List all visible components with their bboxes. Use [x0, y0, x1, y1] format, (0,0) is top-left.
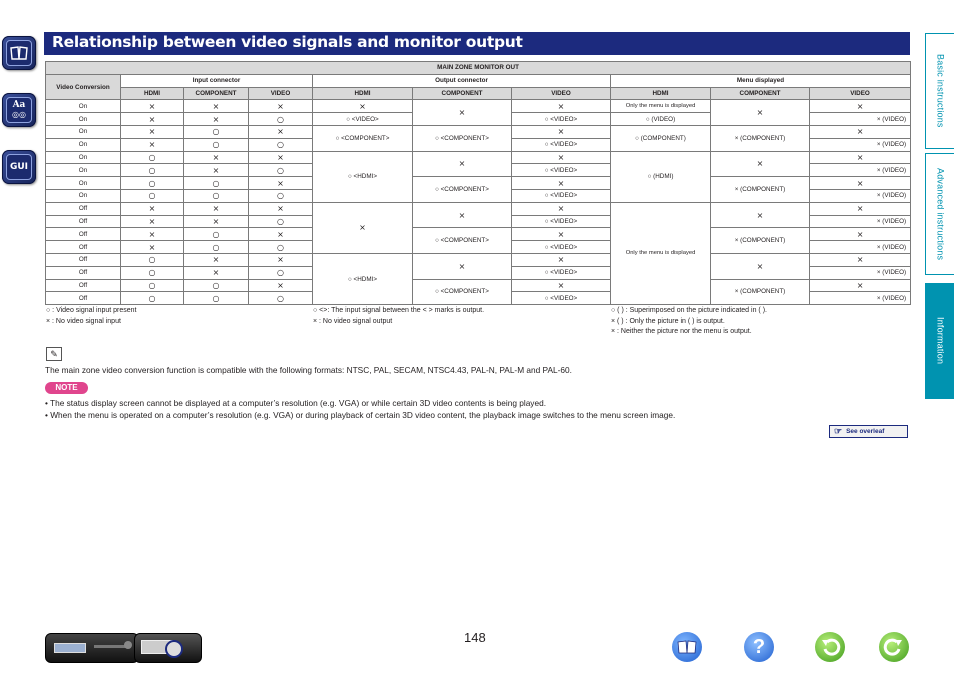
cell: ×	[313, 100, 413, 113]
legend-line: ○ ( ) : Superimposed on the picture indicated in ( ).	[611, 307, 767, 314]
col-header: COMPONENT	[711, 87, 810, 100]
cell: ○	[249, 189, 313, 202]
cell: ○	[121, 151, 184, 164]
table-row	[46, 125, 911, 138]
cell: ×	[313, 202, 413, 253]
table-row	[46, 100, 911, 113]
legend-output	[313, 306, 484, 327]
cell: Off	[46, 279, 121, 292]
cell: ×	[810, 100, 911, 113]
cell: ○	[121, 292, 184, 305]
cell: × (VIDEO)	[810, 292, 911, 305]
cell: ×	[184, 100, 249, 113]
cell: On	[46, 177, 121, 190]
cell: ×	[249, 177, 313, 190]
cell: ×	[512, 151, 611, 164]
main-zone-header: MAIN ZONE MONITOR OUT	[46, 62, 911, 75]
menu-displayed-header: Menu displayed	[611, 74, 911, 87]
cell: × (VIDEO)	[810, 164, 911, 177]
cell: On	[46, 138, 121, 151]
cell: ○	[121, 279, 184, 292]
cell: ×	[512, 253, 611, 266]
cell: ○ <COMPONENT>	[413, 228, 512, 254]
cell: ×	[121, 202, 184, 215]
cell: ×	[184, 202, 249, 215]
cell: ×	[413, 151, 512, 177]
cell: ○	[249, 138, 313, 151]
cell: ○	[184, 279, 249, 292]
cell: ○	[249, 266, 313, 279]
cell: ○ <HDMI>	[313, 151, 413, 202]
cell: ×	[184, 113, 249, 126]
cell: ×	[249, 202, 313, 215]
legend-line: × : No video signal input	[46, 317, 121, 325]
cell: Only the menu is displayed	[611, 100, 711, 113]
legend-line: × : Neither the picture nor the menu is output.	[611, 328, 752, 335]
cell: ○	[184, 241, 249, 254]
cell: ○ <VIDEO>	[512, 241, 611, 254]
note-item: • When the menu is operated on a computer’s resolution (e.g. VGA) or during playback of certain 3D video content, the playback image switches to the menu screen image.	[45, 410, 676, 420]
pointing-hand-icon: ☞	[834, 426, 843, 436]
cell: × (VIDEO)	[810, 138, 911, 151]
cell: ○	[121, 177, 184, 190]
col-header: VIDEO	[249, 87, 313, 100]
index-aa-icon[interactable]: Aa ◎◎	[2, 93, 36, 127]
cell: ×	[121, 125, 184, 138]
cell: ×	[121, 228, 184, 241]
col-header: HDMI	[611, 87, 711, 100]
cell: ○ <VIDEO>	[512, 215, 611, 228]
cell: ×	[184, 151, 249, 164]
cell: ○ <VIDEO>	[512, 164, 611, 177]
table-row	[46, 151, 911, 164]
cell: ×	[184, 164, 249, 177]
cell: ×	[184, 266, 249, 279]
cell: ×	[810, 279, 911, 292]
cell: ×	[121, 215, 184, 228]
cell: Only the menu is displayed	[611, 202, 711, 304]
cell: ○	[184, 189, 249, 202]
front-panel-icon[interactable]	[45, 633, 139, 663]
cell: ×	[249, 151, 313, 164]
cell: × (VIDEO)	[810, 215, 911, 228]
tab-information[interactable]: Information	[925, 283, 954, 399]
cell: ×	[512, 100, 611, 113]
cell: ×	[810, 253, 911, 266]
cell: Off	[46, 215, 121, 228]
cell: ○ <HDMI>	[313, 253, 413, 304]
cell: ×	[810, 177, 911, 190]
output-connector-header: Output connector	[313, 74, 611, 87]
cell: ×	[413, 202, 512, 228]
cell: ×	[810, 151, 911, 164]
col-header: VIDEO	[512, 87, 611, 100]
cell: Off	[46, 266, 121, 279]
cell: On	[46, 113, 121, 126]
cell: × (COMPONENT)	[711, 177, 810, 203]
cell: On	[46, 164, 121, 177]
tab-advanced-instructions[interactable]: Advanced instructions	[925, 153, 954, 275]
cell: × (COMPONENT)	[711, 125, 810, 151]
video-signal-table	[45, 61, 911, 305]
cell: ○ <VIDEO>	[512, 113, 611, 126]
cell: ○ (HDMI)	[611, 151, 711, 202]
cell: ×	[512, 202, 611, 215]
help-question-icon[interactable]: ?	[744, 632, 774, 662]
cell: ×	[184, 215, 249, 228]
cell: ×	[711, 253, 810, 279]
cell: ○	[249, 215, 313, 228]
cell: ×	[512, 279, 611, 292]
cell: ×	[121, 113, 184, 126]
cell: On	[46, 100, 121, 113]
cell: Off	[46, 253, 121, 266]
cell: On	[46, 151, 121, 164]
forward-arrow-icon[interactable]	[879, 632, 909, 662]
cell: ○ <VIDEO>	[512, 138, 611, 151]
cell: × (VIDEO)	[810, 241, 911, 254]
see-overleaf-link[interactable]	[829, 425, 908, 438]
contents-book-icon[interactable]	[2, 36, 36, 70]
legend-line: × : No video signal output	[313, 317, 393, 325]
see-overleaf-label: See overleaf	[846, 428, 885, 435]
back-arrow-icon[interactable]	[815, 632, 845, 662]
cell: ×	[121, 138, 184, 151]
cell: ○	[121, 253, 184, 266]
cell: ×	[249, 125, 313, 138]
cell: × (VIDEO)	[810, 266, 911, 279]
cell: ×	[249, 279, 313, 292]
cell: ○ <COMPONENT>	[313, 125, 413, 151]
col-header: VIDEO	[810, 87, 911, 100]
cell: Off	[46, 228, 121, 241]
cell: ○	[121, 164, 184, 177]
legend-line: × ( ) : Only the picture in ( ) is output.	[611, 317, 725, 325]
cell: ○ <VIDEO>	[512, 189, 611, 202]
note-item: • The status display screen cannot be displayed at a computer’s resolution (e.g. VGA) or while certain 3D video contents is being played.	[45, 398, 546, 408]
legend-line: ○ : Video signal input present	[46, 307, 137, 314]
col-header: COMPONENT	[413, 87, 512, 100]
table-row	[46, 177, 911, 190]
cell: × (COMPONENT)	[711, 228, 810, 254]
cell: ×	[711, 151, 810, 177]
cell: ○	[184, 228, 249, 241]
contents-book-nav-icon[interactable]	[672, 632, 702, 662]
cell: ○	[184, 138, 249, 151]
cell: ○	[121, 266, 184, 279]
table-row	[46, 228, 911, 241]
legend-input	[46, 306, 137, 327]
cell: ○	[249, 164, 313, 177]
cell: Off	[46, 202, 121, 215]
cell: ×	[249, 253, 313, 266]
col-header: HDMI	[121, 87, 184, 100]
cell: ×	[184, 253, 249, 266]
cell: ×	[711, 100, 810, 126]
gui-icon[interactable]: GUI	[2, 150, 36, 184]
cell: Off	[46, 241, 121, 254]
cell: ○ <COMPONENT>	[413, 177, 512, 203]
memo-pencil-icon: ✎	[46, 347, 62, 361]
cell: ×	[249, 100, 313, 113]
table-row	[46, 253, 911, 266]
cell: ○	[249, 292, 313, 305]
tab-basic-instructions[interactable]: Basic instructions	[925, 33, 954, 149]
cell: ×	[512, 125, 611, 138]
cell: ○ <COMPONENT>	[413, 125, 512, 151]
cell: ×	[121, 241, 184, 254]
intro-text: The main zone video conversion function is compatible with the following formats: NTSC, PAL, SECAM, NTSC4.43, PAL-N, PAL-M and PAL-60.	[45, 365, 572, 375]
cell: × (VIDEO)	[810, 113, 911, 126]
cell: × (COMPONENT)	[711, 279, 810, 305]
col-header: COMPONENT	[184, 87, 249, 100]
legend-line: ○ <>: The input signal between the < > marks is output.	[313, 307, 485, 314]
table-row	[46, 279, 911, 292]
cell: ○	[249, 113, 313, 126]
cell: ×	[121, 100, 184, 113]
page-title: Relationship between video signals and monitor output	[52, 33, 523, 51]
cell: ×	[810, 228, 911, 241]
cell: Off	[46, 292, 121, 305]
page-number: 148	[464, 630, 486, 645]
cell: ○ (VIDEO)	[611, 113, 711, 126]
col-header: HDMI	[313, 87, 413, 100]
video-conversion-header: Video Conversion	[46, 74, 121, 100]
cell: ×	[810, 125, 911, 138]
cell: ○	[121, 189, 184, 202]
cell: ○ <VIDEO>	[313, 113, 413, 126]
cell: ×	[512, 228, 611, 241]
remote-control-icon[interactable]	[134, 633, 202, 663]
legend-menu	[611, 306, 767, 338]
cell: ×	[512, 177, 611, 190]
cell: ○ <VIDEO>	[512, 266, 611, 279]
cell: On	[46, 189, 121, 202]
cell: × (VIDEO)	[810, 189, 911, 202]
cell: On	[46, 125, 121, 138]
cell: ○	[249, 241, 313, 254]
cell: ×	[413, 253, 512, 279]
table-row	[46, 202, 911, 215]
cell: ○	[184, 125, 249, 138]
cell: ×	[810, 202, 911, 215]
cell: ×	[711, 202, 810, 228]
note-badge: NOTE	[45, 382, 88, 394]
cell: ○	[184, 177, 249, 190]
cell: ○	[184, 292, 249, 305]
input-connector-header: Input connector	[121, 74, 313, 87]
cell: ○ <COMPONENT>	[413, 279, 512, 305]
cell: ×	[249, 228, 313, 241]
cell: ○ (COMPONENT)	[611, 125, 711, 151]
cell: ○ <VIDEO>	[512, 292, 611, 305]
cell: ×	[413, 100, 512, 126]
